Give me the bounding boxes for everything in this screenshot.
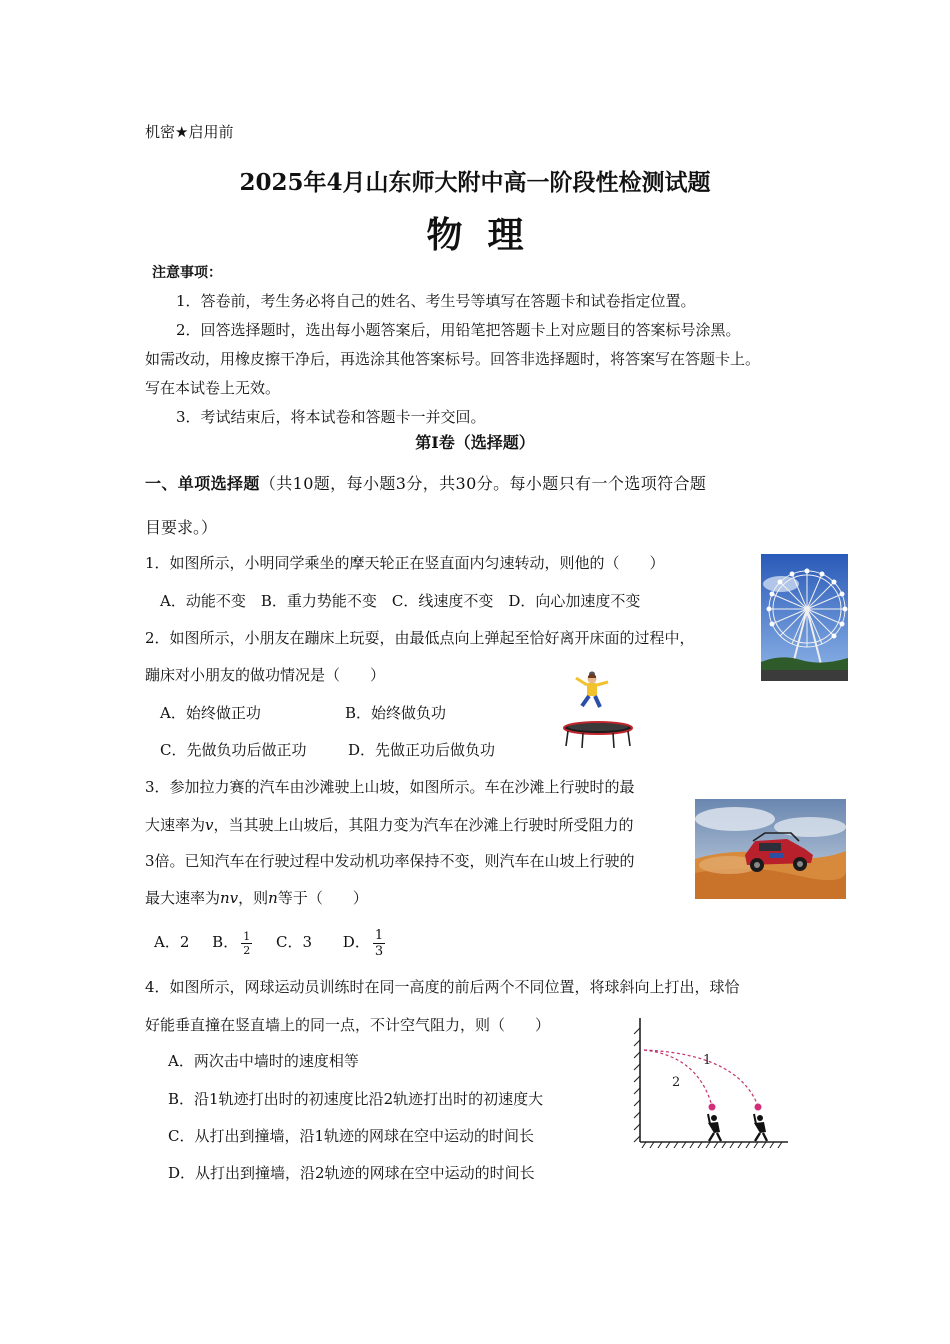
q3-stem-line-2 xyxy=(145,815,634,835)
q2-stem-line-2: 蹦床对小朋友的做功情况是（ ） xyxy=(145,666,386,684)
q4-stem-line-2: 好能垂直撞在竖直墙上的同一点，不计空气阻力，则（ ） xyxy=(145,1016,551,1034)
trajectory-label-2: 2 xyxy=(672,1075,681,1090)
q3-stem-line-4 xyxy=(145,888,368,908)
notice-item-2-line-2: 如需改动，用橡皮擦干净后，再选涂其他答案标号。回答非选择题时，将答案写在答题卡上。 xyxy=(145,350,761,368)
part1-title: 第Ⅰ卷（选择题） xyxy=(415,433,535,452)
notice-item-3: 3．考试结束后，将本试卷和答题卡一并交回。 xyxy=(176,408,486,426)
q2-stem-line-1: 2．如图所示，小朋友在蹦床上玩耍，由最低点向上弹起至恰好离开床面的过程中， xyxy=(145,629,695,647)
section1-desc: （共10题，每小题3分，共30分。每小题只有一个选项符合题 xyxy=(259,474,707,493)
q3-stem-line-1: 3．参加拉力赛的汽车由沙滩驶上山坡，如图所示。车在沙滩上行驶时的最 xyxy=(145,778,635,796)
q3-text: 大速率为 xyxy=(145,816,206,834)
q2-option-c: C．先做负功后做正功 xyxy=(160,741,307,759)
section1-heading-line xyxy=(145,474,706,494)
notice-item-2-line-1: 2．回答选择题时，选出每小题答案后，用铅笔把答题卡上对应题目的答案标号涂黑。 xyxy=(176,321,741,339)
notice-heading: 注意事项： xyxy=(152,265,222,281)
q3-option-d-label: D． xyxy=(342,933,370,951)
q3-option-c: C．3 xyxy=(275,933,313,951)
notice-item-2-line-3: 写在本试卷上无效。 xyxy=(145,379,281,397)
q2-option-a: A．始终做正功 xyxy=(160,704,261,722)
q3-text: 最大速率为 xyxy=(145,889,221,907)
q3-option-a: A．2 xyxy=(154,933,190,951)
q4-stem-line-1: 4．如图所示，网球运动员训练时在同一高度的前后两个不同位置，将球斜向上打出，球恰 xyxy=(145,978,740,996)
q4-option-d: D．从打出到撞墙，沿2轨迹的网球在空中运动的时间长 xyxy=(168,1164,535,1182)
q2-option-d: D．先做正功后做负功 xyxy=(348,741,496,759)
ferris-wheel-image xyxy=(761,554,848,681)
q3-option-b-label: B． xyxy=(212,933,239,951)
q3-option-d-fraction: $\frac{1}{3}$ xyxy=(374,927,384,959)
q3-stem-line-3: 3倍。已知汽车在行驶过程中发动机功率保持不变，则汽车在山坡上行驶的 xyxy=(145,852,635,870)
q3-text: 等于（ ） xyxy=(277,889,368,907)
trampoline-image xyxy=(558,670,638,750)
q4-option-a: A．两次击中墙时的速度相等 xyxy=(168,1052,359,1070)
trajectory-label-1: 1 xyxy=(703,1053,712,1068)
q4-option-c: C．从打出到撞墙，沿1轨迹的网球在空中运动的时间长 xyxy=(168,1127,535,1145)
q1-stem: 1．如图所示，小明同学乘坐的摩天轮正在竖直面内匀速转动，则他的（ ） xyxy=(145,554,665,572)
q3-var-n: n xyxy=(268,889,278,907)
q2-option-b: B．始终做负功 xyxy=(345,704,447,722)
exam-title: 2025年4月山东师大附中高一阶段性检测试题 xyxy=(239,169,711,196)
q3-option-b-fraction: $\frac{1}{2}$ xyxy=(243,929,251,957)
notice-item-1: 1．答卷前，考生务必将自己的姓名、考生号等填写在答题卡和试卷指定位置。 xyxy=(176,292,696,310)
tennis-trajectory-diagram xyxy=(628,1014,793,1152)
subject-title: 物 理 xyxy=(426,215,524,256)
classification-mark: 机密★启用前 xyxy=(145,123,234,141)
q3-options xyxy=(154,925,388,959)
q3-text: ，当其驶上山坡后，其阻力变为汽车在沙滩上行驶时所受阻力的 xyxy=(213,816,634,834)
q4-option-b: B．沿1轨迹打出时的初速度比沿2轨迹打出时的初速度大 xyxy=(168,1090,544,1108)
q1-options: A．动能不变 B．重力势能不变 C．线速度不变 D．向心加速度不变 xyxy=(160,592,641,610)
q3-text: ，则 xyxy=(238,889,269,907)
q3-var-v: v xyxy=(205,816,214,834)
rally-car-image xyxy=(695,799,846,899)
section1-heading: 一、单项选择题 xyxy=(145,474,260,493)
q3-var-nv: nv xyxy=(220,889,239,907)
section1-desc-line-2: 目要求。） xyxy=(145,518,218,537)
